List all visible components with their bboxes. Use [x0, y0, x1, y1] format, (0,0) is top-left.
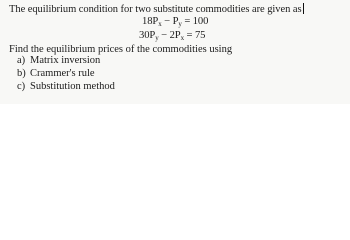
equation-2-term-2: − 2P: [158, 30, 181, 41]
equation-2-subscript-1: y: [155, 34, 159, 42]
question-intro-text: The equilibrium condition for two substitute commodities are given as: [9, 4, 302, 15]
equation-1-term-3: = 100: [181, 16, 209, 27]
text-cursor: [303, 3, 304, 14]
equation-1-subscript-2: y: [178, 20, 182, 28]
option-substitution-method: [17, 82, 115, 93]
equation-1-term-1: 18P: [142, 16, 159, 27]
question-instruction: Find the equilibrium prices of the commodities using: [9, 44, 233, 55]
equation-1-term-2: − P: [161, 16, 179, 27]
option-label: Matrix inversion: [30, 55, 101, 66]
equation-1-subscript-1: x: [158, 20, 162, 28]
option-marker: b): [17, 68, 26, 79]
question-document: [0, 0, 350, 104]
equation-2-term-1: 30P: [139, 30, 156, 41]
option-label: Crammer's rule: [30, 68, 95, 79]
equation-1: [142, 17, 208, 28]
equation-2-subscript-2: x: [180, 34, 184, 42]
equation-2: [139, 31, 205, 42]
option-label: Substitution method: [30, 81, 115, 92]
option-marker: a): [17, 55, 26, 66]
equation-2-term-3: = 75: [183, 30, 206, 41]
option-crammers-rule: [17, 69, 95, 80]
option-matrix-inversion: [17, 56, 100, 67]
option-marker: c): [17, 81, 26, 92]
question-intro: [9, 3, 304, 16]
